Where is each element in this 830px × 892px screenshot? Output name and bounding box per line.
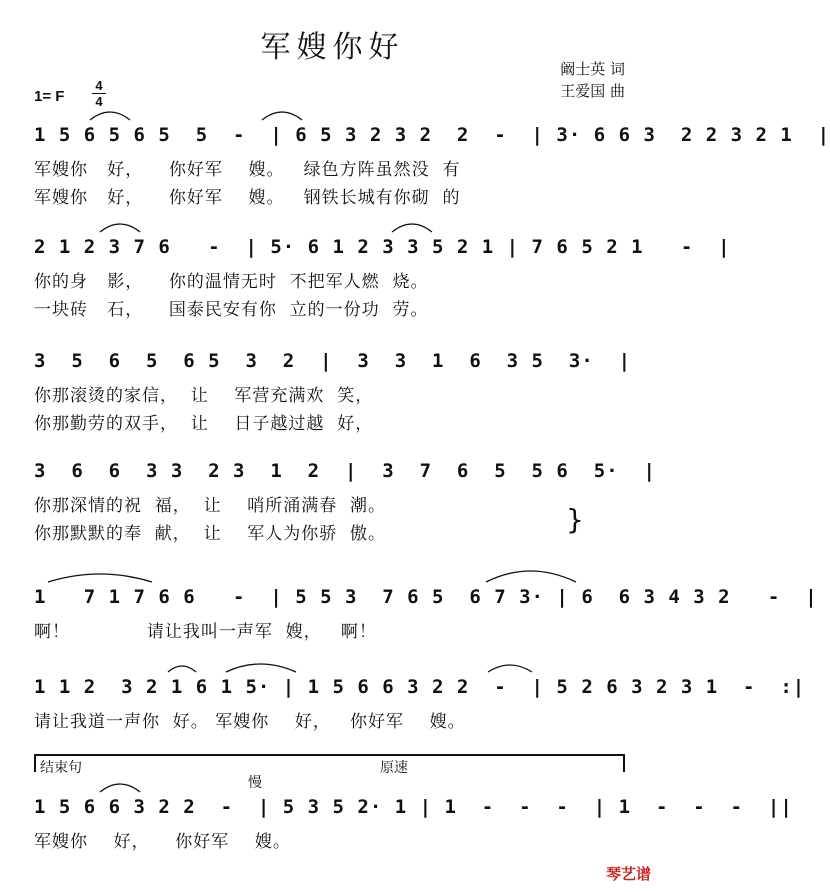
lyric-line-4a: 你那深情的祝 福， 让 哨所涌满春 潮。	[34, 496, 387, 516]
verse-brace: }	[566, 503, 584, 536]
slur	[392, 224, 432, 232]
lyric-line-2a: 你的身 影， 你的温情无时 不把军人燃 烧。	[34, 272, 429, 292]
tempo-marking: 原速	[380, 760, 408, 776]
lyric-line-5: 啊！ 请让我叫一声军 嫂， 啊！	[34, 622, 377, 642]
notation-line-2: 2 1 2 3 7 6 - | 5· 6 1 2 3 3 5 2 1 | 7 6 5 2 1 - |	[34, 236, 731, 258]
lyric-line-6: 请让我道一声你 好。 军嫂你 好， 你好军 嫂。	[34, 712, 466, 732]
notation-line-3: 3 5 6 5 6 5 3 2 | 3 3 1 6 3 5 3· |	[34, 350, 632, 372]
slur	[488, 665, 532, 672]
lyric-line-3a: 你那滚烫的家信， 让 军营充满欢 笑，	[34, 386, 374, 406]
ending-label: 结束句	[40, 760, 82, 776]
slur	[226, 664, 296, 672]
slur	[100, 224, 140, 232]
lyric-line-4b: 你那默默的奉 献， 让 军人为你骄 傲。	[34, 524, 387, 544]
lyric-line-7: 军嫂你 好， 你好军 嫂。	[34, 832, 291, 852]
notation-line-5: 1 7 1 7 6 6 - | 5 5 3 7 6 5 6 7 3· | 6 6 3 4 3 2 - |	[34, 586, 818, 608]
slur	[100, 784, 140, 792]
lyricist-credit: 阚士英 词	[560, 60, 625, 78]
notation-line-4: 3 6 6 3 3 2 3 1 2 | 3 7 6 5 5 6 5· |	[34, 460, 656, 482]
time-signature-bottom: 4	[95, 94, 103, 109]
lyric-line-1a: 军嫂你 好， 你好军 嫂。 绿色方阵虽然没 有	[34, 160, 461, 180]
notation-line-7: 1 5 6 6 3 2 2 - | 5 3 5 2· 1 | 1 - - - | 1 - - - ||	[34, 796, 793, 818]
lyric-line-3b: 你那勤劳的双手， 让 日子越过越 好，	[34, 414, 374, 434]
key-signature: 1= F	[34, 88, 65, 105]
slur	[90, 112, 130, 120]
lyric-line-1b: 军嫂你 好， 你好军 嫂。 钢铁长城有你砌 的	[34, 188, 461, 208]
slur	[168, 666, 196, 672]
composer-credit: 王爱国 曲	[560, 82, 625, 100]
watermark-logo: 琴艺谱	[605, 865, 651, 883]
slur	[262, 112, 302, 120]
lyric-line-2b: 一块砖 石， 国泰民安有你 立的一份功 劳。	[34, 300, 429, 320]
slur	[48, 574, 152, 582]
song-title: 军嫂你好	[260, 30, 405, 65]
notation-line-6: 1 1 2 3 2 1 6 1 5· | 1 5 6 6 3 2 2 - | 5 2 6 3 2 3 1 - :|	[34, 676, 806, 698]
time-signature-top: 4	[95, 78, 103, 93]
slow-marking: 慢	[248, 775, 262, 791]
notation-line-1: 1 5 6 5 6 5 5 - | 6 5 3 2 3 2 2 - | 3· 6 6 3 2 2 3 2 1 |	[34, 124, 830, 146]
slur	[486, 571, 576, 582]
